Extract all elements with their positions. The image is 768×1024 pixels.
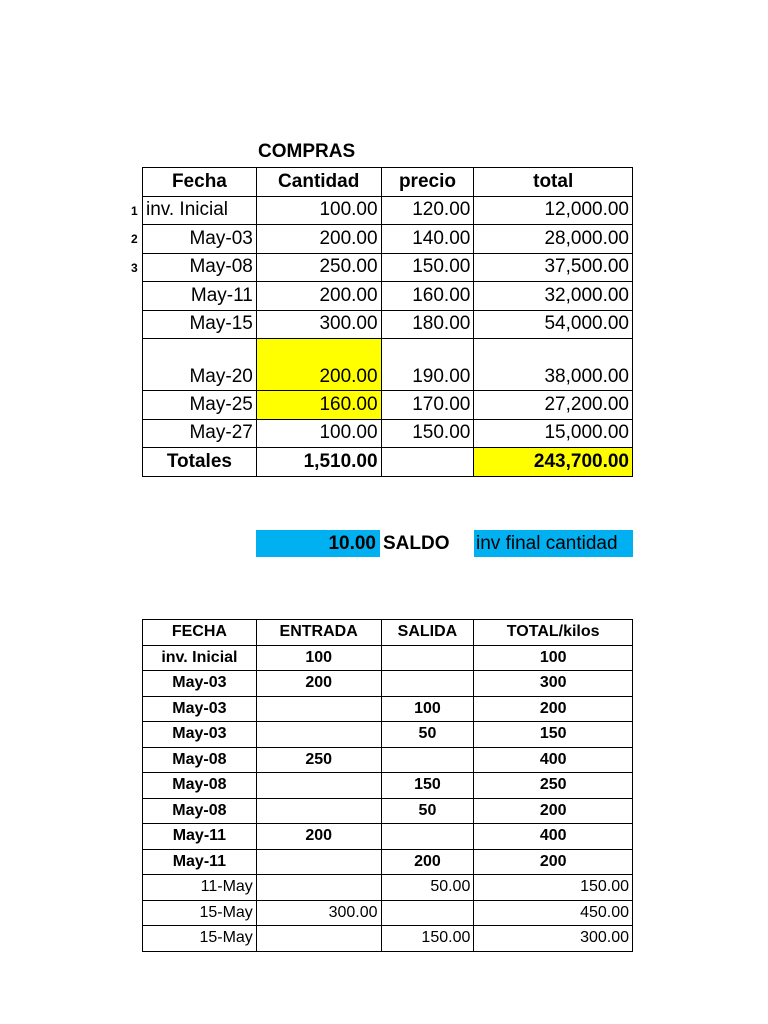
cell-fecha: May-03 <box>143 722 257 748</box>
cell-precio: 120.00 <box>381 196 474 225</box>
table-row <box>143 849 633 875</box>
totals-label: Totales <box>143 448 257 477</box>
cell-total: 200 <box>474 849 633 875</box>
cell-fecha: May-25 <box>143 391 257 420</box>
cell-entrada: 200 <box>256 824 381 850</box>
cell-total: 300 <box>474 671 633 697</box>
saldo-value: 10.00 <box>256 530 380 557</box>
table-row <box>143 900 633 926</box>
cell-salida <box>381 671 474 697</box>
cell-total: 12,000.00 <box>474 196 633 225</box>
table-row <box>143 310 633 339</box>
table-row <box>143 339 633 391</box>
cell-total: 28,000.00 <box>474 225 633 254</box>
cell-total: 400 <box>474 824 633 850</box>
table-row <box>143 253 633 282</box>
cell-entrada: 100 <box>256 645 381 671</box>
totals-precio <box>381 448 474 477</box>
cell-fecha: 11-May <box>143 875 257 901</box>
header-cantidad: Cantidad <box>256 168 381 197</box>
cell-total: 38,000.00 <box>474 339 633 391</box>
cell-total: 32,000.00 <box>474 282 633 311</box>
cell-total: 100 <box>474 645 633 671</box>
cell-fecha: May-08 <box>143 798 257 824</box>
cell-fecha: May-08 <box>143 747 257 773</box>
table-row <box>143 696 633 722</box>
table-row <box>143 671 633 697</box>
cell-cantidad: 160.00 <box>256 391 381 420</box>
header-total: total <box>474 168 633 197</box>
header-fecha: FECHA <box>143 620 257 646</box>
table-row <box>143 391 633 420</box>
table-row <box>143 722 633 748</box>
table-row <box>143 926 633 952</box>
cell-precio: 140.00 <box>381 225 474 254</box>
cell-fecha: May-11 <box>143 282 257 311</box>
cell-fecha: inv. Inicial <box>143 196 257 225</box>
kardex-table <box>142 619 633 952</box>
cell-entrada <box>256 696 381 722</box>
cell-total: 300.00 <box>474 926 633 952</box>
cell-total: 450.00 <box>474 900 633 926</box>
cell-cantidad: 100.00 <box>256 419 381 448</box>
kardex-header-row <box>143 620 633 646</box>
row-number: 1 <box>131 204 138 218</box>
compras-header-row <box>143 168 633 197</box>
totals-cantidad: 1,510.00 <box>256 448 381 477</box>
header-precio: precio <box>381 168 474 197</box>
compras-title: COMPRAS <box>258 141 356 162</box>
cell-cantidad: 200.00 <box>256 282 381 311</box>
table-row <box>143 225 633 254</box>
cell-total: 400 <box>474 747 633 773</box>
cell-total: 54,000.00 <box>474 310 633 339</box>
cell-entrada <box>256 849 381 875</box>
cell-total: 37,500.00 <box>474 253 633 282</box>
cell-salida: 50 <box>381 798 474 824</box>
cell-total: 200 <box>474 696 633 722</box>
cell-precio: 190.00 <box>381 339 474 391</box>
cell-total: 150 <box>474 722 633 748</box>
inv-final-note: inv final cantidad <box>474 530 633 557</box>
cell-entrada <box>256 773 381 799</box>
cell-entrada: 300.00 <box>256 900 381 926</box>
table-row <box>143 196 633 225</box>
row-number: 2 <box>131 232 138 246</box>
cell-salida <box>381 900 474 926</box>
table-row <box>143 875 633 901</box>
cell-fecha: 15-May <box>143 926 257 952</box>
cell-fecha: 15-May <box>143 900 257 926</box>
cell-cantidad: 250.00 <box>256 253 381 282</box>
cell-fecha: inv. Inicial <box>143 645 257 671</box>
header-salida: SALIDA <box>381 620 474 646</box>
totals-total: 243,700.00 <box>474 448 633 477</box>
cell-precio: 180.00 <box>381 310 474 339</box>
cell-salida <box>381 824 474 850</box>
cell-entrada <box>256 722 381 748</box>
table-row <box>143 798 633 824</box>
cell-entrada: 250 <box>256 747 381 773</box>
cell-salida: 150.00 <box>381 926 474 952</box>
totals-row <box>143 448 633 477</box>
cell-fecha: May-15 <box>143 310 257 339</box>
header-entrada: ENTRADA <box>256 620 381 646</box>
cell-salida: 150 <box>381 773 474 799</box>
cell-precio: 150.00 <box>381 253 474 282</box>
saldo-label: SALDO <box>383 533 450 554</box>
cell-total: 15,000.00 <box>474 419 633 448</box>
cell-cantidad: 100.00 <box>256 196 381 225</box>
cell-salida: 100 <box>381 696 474 722</box>
cell-salida <box>381 747 474 773</box>
cell-total: 200 <box>474 798 633 824</box>
cell-precio: 160.00 <box>381 282 474 311</box>
cell-fecha: May-27 <box>143 419 257 448</box>
cell-fecha: May-03 <box>143 671 257 697</box>
table-row <box>143 282 633 311</box>
cell-salida: 200 <box>381 849 474 875</box>
cell-fecha: May-08 <box>143 253 257 282</box>
cell-fecha: May-20 <box>143 339 257 391</box>
cell-fecha: May-03 <box>143 225 257 254</box>
cell-fecha: May-11 <box>143 849 257 875</box>
cell-fecha: May-08 <box>143 773 257 799</box>
cell-cantidad: 200.00 <box>256 225 381 254</box>
table-row <box>143 645 633 671</box>
table-row <box>143 747 633 773</box>
compras-table <box>142 167 633 477</box>
cell-salida <box>381 645 474 671</box>
cell-total: 250 <box>474 773 633 799</box>
cell-fecha: May-03 <box>143 696 257 722</box>
cell-entrada: 200 <box>256 671 381 697</box>
table-row <box>143 419 633 448</box>
cell-cantidad: 300.00 <box>256 310 381 339</box>
cell-total: 150.00 <box>474 875 633 901</box>
cell-entrada <box>256 875 381 901</box>
cell-salida: 50.00 <box>381 875 474 901</box>
cell-precio: 150.00 <box>381 419 474 448</box>
header-total-kilos: TOTAL/kilos <box>474 620 633 646</box>
cell-entrada <box>256 798 381 824</box>
table-row <box>143 824 633 850</box>
cell-cantidad: 200.00 <box>256 339 381 391</box>
table-row <box>143 773 633 799</box>
cell-total: 27,200.00 <box>474 391 633 420</box>
cell-fecha: May-11 <box>143 824 257 850</box>
header-fecha: Fecha <box>143 168 257 197</box>
cell-entrada <box>256 926 381 952</box>
cell-precio: 170.00 <box>381 391 474 420</box>
row-number: 3 <box>131 261 138 275</box>
cell-salida: 50 <box>381 722 474 748</box>
